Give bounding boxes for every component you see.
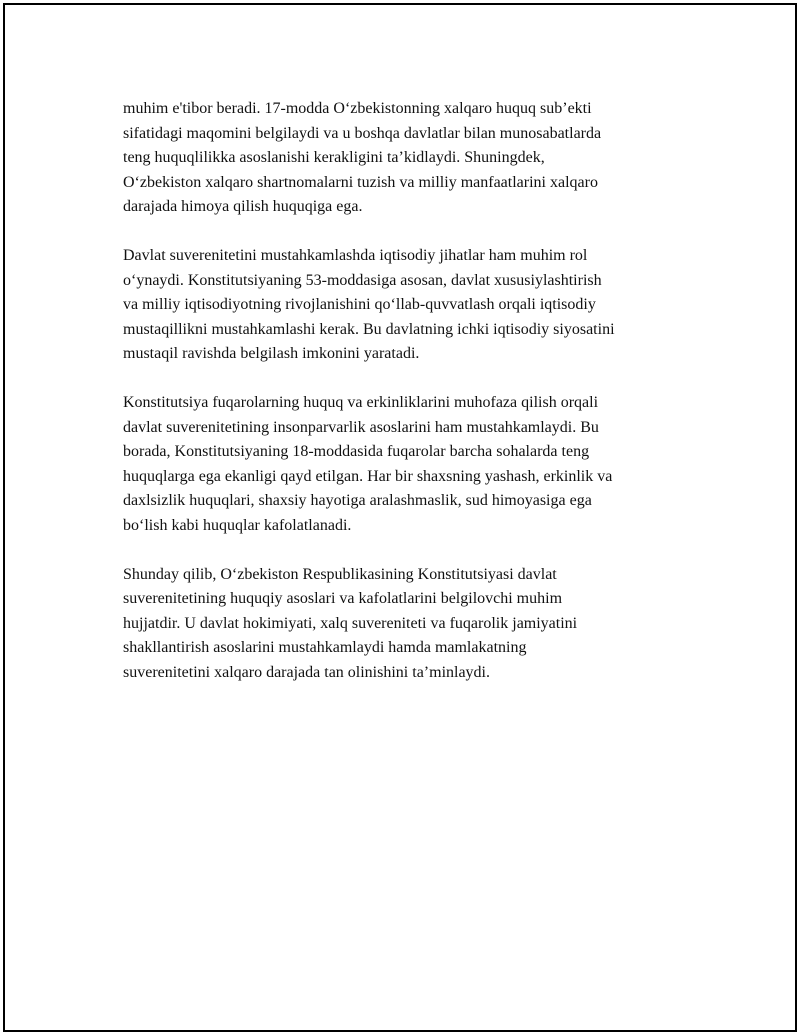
text-line: daxlsizlik huquqlari, shaxsiy hayotiga aralashmaslik, sud himoyasiga ega <box>123 492 592 509</box>
text-line: Shunday qilib, O‘zbekiston Respublikasining Konstitutsiyasi davlat <box>123 565 557 583</box>
text-line: o‘ynaydi. Konstitutsiyaning 53-moddasiga asosan, davlat xususiylashtirish <box>123 271 602 289</box>
text-line: darajada himoya qilish huquqiga ega. <box>123 198 363 215</box>
text-line: borada, Konstitutsiyaning 18-moddasida fuqarolar barcha sohalarda teng <box>123 443 590 460</box>
document-body <box>123 97 713 710</box>
text-line: va milliy iqtisodiyotning rivojlanishini qo‘llab-quvvatlash orqali iqtisodiy <box>123 296 596 313</box>
paragraph-4 <box>123 563 713 686</box>
text-line: suverenitetini xalqaro darajada tan olinishini ta’minlaydi. <box>123 663 490 681</box>
text-line: sifatidagi maqomini belgilaydi va u boshqa davlatlar bilan munosabatlarda <box>123 124 602 142</box>
text-line: teng huquqlilikka asoslanishi kerakligini ta’kidlaydi. Shuningdek, <box>123 149 545 166</box>
text-line: muhim e'tibor beradi. 17-modda O‘zbekistonning xalqaro huquq sub’ekti <box>123 100 592 117</box>
text-line: mustaqil ravishda belgilash imkonini yaratadi. <box>123 345 420 362</box>
paragraph-2 <box>123 244 713 367</box>
text-line: davlat suverenitetining insonparvarlik asoslarini ham mustahkamlaydi. Bu <box>123 418 599 436</box>
text-line: Davlat suverenitetini mustahkamlashda iqtisodiy jihatlar ham muhim rol <box>123 247 588 264</box>
text-line: hujjatdir. U davlat hokimiyati, xalq suvereniteti va fuqarolik jamiyatini <box>123 614 578 632</box>
paragraph-3 <box>123 391 713 538</box>
text-line: Konstitutsiya fuqarolarning huquq va erkinliklarini muhofaza qilish orqali <box>123 394 599 411</box>
text-line: huquqlarga ega ekanligi qayd etilgan. Har bir shaxsning yashash, erkinlik va <box>123 467 613 485</box>
text-line: bo‘lish kabi huquqlar kafolatlanadi. <box>123 516 352 534</box>
text-line: mustaqillikni mustahkamlashi kerak. Bu davlatning ichki iqtisodiy siyosatini <box>123 320 615 338</box>
paragraph-1 <box>123 97 713 220</box>
text-line: suverenitetining huquqiy asoslari va kafolatlarini belgilovchi muhim <box>123 590 563 607</box>
page-frame <box>3 3 797 1032</box>
text-line: O‘zbekiston xalqaro shartnomalarni tuzish va milliy manfaatlarini xalqaro <box>123 173 598 191</box>
text-line: shakllantirish asoslarini mustahkamlaydi hamda mamlakatning <box>123 639 527 656</box>
